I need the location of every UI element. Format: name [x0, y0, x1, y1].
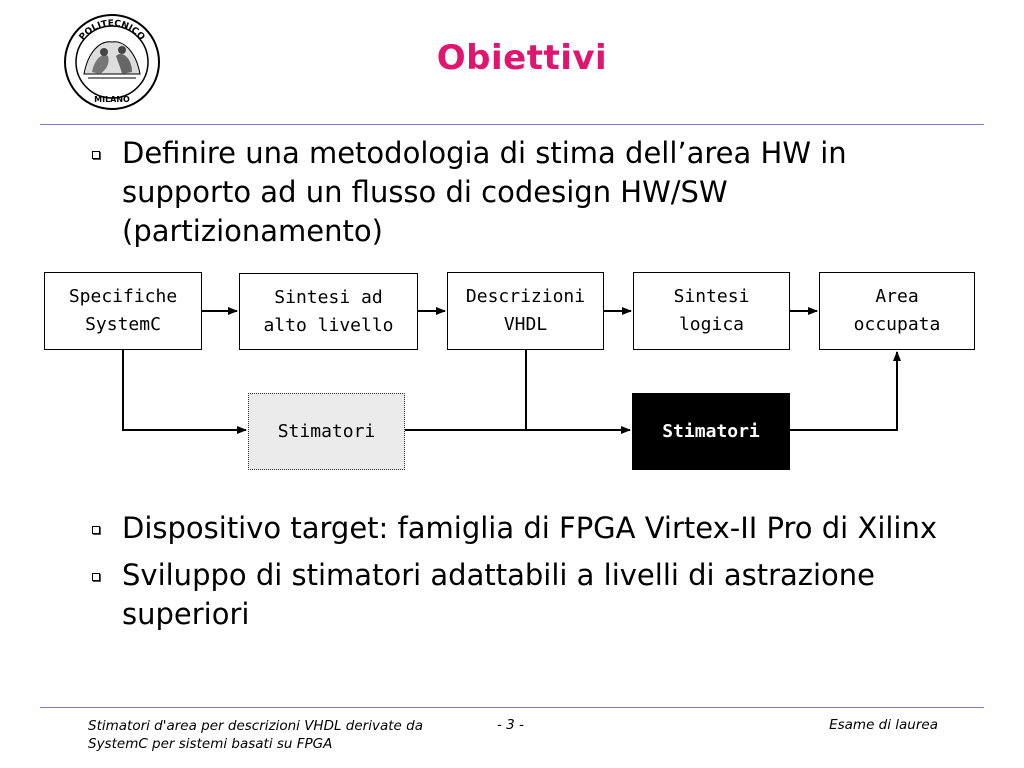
seal-text-top: POLITECNICO: [77, 18, 147, 43]
arrow-stimatori2-to-area: [790, 352, 897, 430]
box-specifiche-systemc: Specifiche SystemC: [44, 272, 202, 350]
footer-title: Stimatori d'area per descrizioni VHDL derivate da SystemC per sistemi basati su FPGA: [88, 718, 423, 752]
footer-divider: [40, 707, 984, 708]
bullet-item: [88, 509, 958, 548]
bullet-item: [88, 556, 958, 634]
box-stimatori-grey: Stimatori: [248, 393, 405, 470]
footer-event: Esame di laurea: [829, 717, 938, 733]
box-area-occupata: Area occupata: [819, 272, 975, 350]
slide-title: Obiettivi: [436, 38, 608, 78]
page-number: - 3 -: [497, 717, 524, 733]
bottom-bullet-list: [88, 509, 958, 642]
box-descrizioni-vhdl: Descrizioni VHDL: [447, 272, 604, 350]
seal-text-bottom: MILANO: [94, 95, 130, 104]
bullet-square-icon: [92, 573, 100, 581]
box-sintesi-logica: Sintesi logica: [633, 272, 790, 350]
bullet-text: Sviluppo di stimatori adattabili a livelli di astrazione superiori: [122, 558, 876, 631]
arrow-vhdl-to-stimatori2: [526, 350, 630, 430]
box-stimatori-black: Stimatori: [632, 393, 790, 470]
bullet-text: Definire una metodologia di stima dell’area HW in supporto ad un flusso di codesign HW/SW (partizionamento): [122, 136, 847, 248]
arrow-spec-to-stimatori1: [123, 350, 246, 430]
box-sintesi-alto-livello: Sintesi ad alto livello: [239, 273, 418, 350]
bullet-square-icon: [92, 526, 100, 534]
bullet-text: Dispositivo target: famiglia di FPGA Virtex-II Pro di Xilinx: [122, 511, 938, 545]
